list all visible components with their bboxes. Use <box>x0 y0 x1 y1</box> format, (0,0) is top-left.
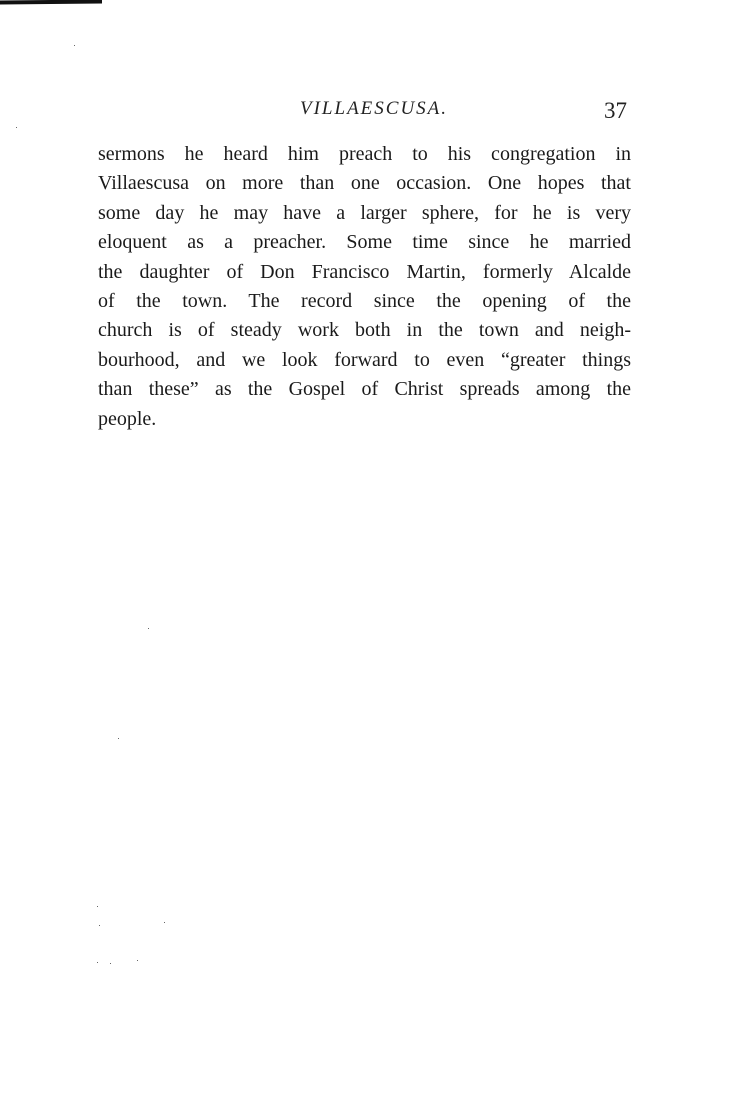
text-line: than these” as the Gospel of Christ spreads among the <box>98 378 631 401</box>
text-line: eloquent as a preacher. Some time since he married <box>98 231 631 254</box>
text-line: of the town. The record since the opening of the <box>98 289 631 312</box>
text-line: bourhood, and we look forward to even “greater things <box>98 348 631 371</box>
scan-speck <box>16 127 17 128</box>
scan-edge-mark <box>0 0 102 5</box>
text-line: some day he may have a larger sphere, for he is very <box>98 201 631 224</box>
scan-speck <box>110 963 111 964</box>
scan-speck <box>164 922 165 923</box>
scan-speck <box>97 906 98 907</box>
scan-speck <box>118 738 119 739</box>
text-line: people. <box>98 407 157 430</box>
page-number: 37 <box>604 98 627 123</box>
scan-speck <box>74 45 75 46</box>
text-line: the daughter of Don Francisco Martin, formerly Alcalde <box>98 260 631 283</box>
text-line: sermons he heard him preach to his congregation in <box>98 143 631 165</box>
scan-speck <box>137 960 138 961</box>
scan-speck <box>148 628 149 629</box>
text-line: church is of steady work both in the town and neigh- <box>98 319 631 342</box>
running-head: VILLAESCUSA. <box>300 98 449 119</box>
text-line: Villaescusa on more than one occasion. One hopes that <box>98 172 631 195</box>
scan-speck <box>99 925 100 926</box>
body-paragraph <box>98 140 631 434</box>
scan-speck <box>97 962 98 963</box>
